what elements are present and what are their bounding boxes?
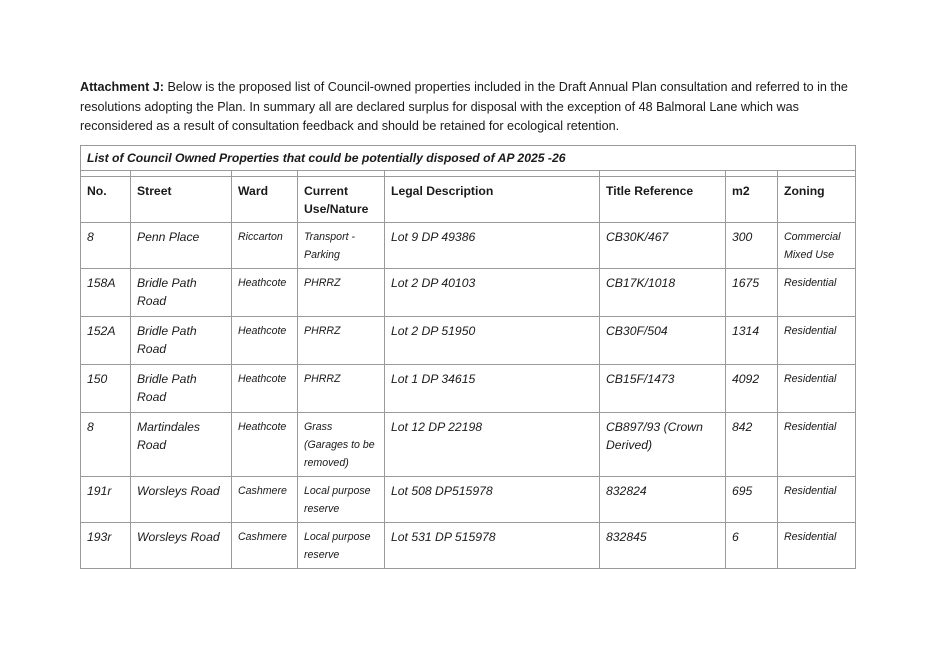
cell-street: Penn Place	[131, 223, 232, 269]
cell-m2: 842	[726, 413, 778, 477]
cell-use: Transport - Parking	[298, 223, 385, 269]
cell-no: 150	[81, 365, 131, 413]
cell-use: Grass (Garages to be removed)	[298, 413, 385, 477]
cell-ward: Cashmere	[232, 523, 298, 569]
intro-paragraph	[80, 78, 870, 137]
col-header-ward: Ward	[232, 177, 298, 223]
cell-ward: Heathcote	[232, 413, 298, 477]
cell-title-ref: CB30K/467	[600, 223, 726, 269]
cell-title-ref: CB30F/504	[600, 317, 726, 365]
cell-m2: 1314	[726, 317, 778, 365]
cell-legal: Lot 2 DP 40103	[385, 269, 600, 317]
cell-legal: Lot 2 DP 51950	[385, 317, 600, 365]
cell-zoning: Residential	[778, 317, 856, 365]
cell-legal: Lot 531 DP 515978	[385, 523, 600, 569]
table-row	[81, 269, 856, 317]
cell-title-ref: CB15F/1473	[600, 365, 726, 413]
cell-use: PHRRZ	[298, 269, 385, 317]
cell-street: Bridle Path Road	[131, 269, 232, 317]
cell-ward: Heathcote	[232, 365, 298, 413]
cell-title-ref: CB897/93 (Crown Derived)	[600, 413, 726, 477]
cell-zoning: Residential	[778, 477, 856, 523]
table-row	[81, 365, 856, 413]
cell-street: Bridle Path Road	[131, 365, 232, 413]
cell-legal: Lot 1 DP 34615	[385, 365, 600, 413]
cell-zoning: Residential	[778, 413, 856, 477]
cell-no: 8	[81, 223, 131, 269]
cell-use: Local purpose reserve	[298, 523, 385, 569]
cell-no: 158A	[81, 269, 131, 317]
cell-zoning: Residential	[778, 523, 856, 569]
cell-ward: Riccarton	[232, 223, 298, 269]
cell-ward: Heathcote	[232, 269, 298, 317]
header-row	[81, 177, 856, 223]
table-row	[81, 317, 856, 365]
cell-use: Local purpose reserve	[298, 477, 385, 523]
cell-m2: 4092	[726, 365, 778, 413]
cell-m2: 695	[726, 477, 778, 523]
cell-m2: 300	[726, 223, 778, 269]
cell-no: 193r	[81, 523, 131, 569]
cell-legal: Lot 12 DP 22198	[385, 413, 600, 477]
cell-no: 8	[81, 413, 131, 477]
cell-zoning: Commercial Mixed Use	[778, 223, 856, 269]
col-header-title-ref: Title Reference	[600, 177, 726, 223]
cell-m2: 1675	[726, 269, 778, 317]
cell-title-ref: CB17K/1018	[600, 269, 726, 317]
properties-table	[80, 145, 856, 569]
cell-street: Worsleys Road	[131, 523, 232, 569]
cell-zoning: Residential	[778, 365, 856, 413]
table-title: List of Council Owned Properties that could be potentially disposed of AP 2025 -26	[81, 146, 856, 171]
table-row	[81, 477, 856, 523]
col-header-street: Street	[131, 177, 232, 223]
col-header-legal: Legal Description	[385, 177, 600, 223]
table-row	[81, 223, 856, 269]
col-header-zoning: Zoning	[778, 177, 856, 223]
table-row	[81, 413, 856, 477]
table-title-row	[81, 146, 856, 171]
col-header-m2: m2	[726, 177, 778, 223]
intro-lead: Attachment J:	[80, 80, 164, 94]
cell-ward: Heathcote	[232, 317, 298, 365]
cell-no: 152A	[81, 317, 131, 365]
cell-street: Bridle Path Road	[131, 317, 232, 365]
cell-title-ref: 832845	[600, 523, 726, 569]
col-header-use: Current Use/Nature	[298, 177, 385, 223]
cell-street: Worsleys Road	[131, 477, 232, 523]
cell-ward: Cashmere	[232, 477, 298, 523]
cell-use: PHRRZ	[298, 317, 385, 365]
cell-legal: Lot 508 DP515978	[385, 477, 600, 523]
cell-street: Martindales Road	[131, 413, 232, 477]
cell-no: 191r	[81, 477, 131, 523]
cell-use: PHRRZ	[298, 365, 385, 413]
cell-title-ref: 832824	[600, 477, 726, 523]
cell-m2: 6	[726, 523, 778, 569]
cell-zoning: Residential	[778, 269, 856, 317]
intro-text: Below is the proposed list of Council-owned properties included in the Draft Annual Plan consultation and referred to in the resolutions adopting the Plan. In summary all are declared surplus for disposal with the exception of 48 Balmoral Lane which was reconsidered as a result of consultation feedback and should be retained for ecological retention.	[80, 80, 848, 133]
col-header-no: No.	[81, 177, 131, 223]
cell-legal: Lot 9 DP 49386	[385, 223, 600, 269]
table-row	[81, 523, 856, 569]
